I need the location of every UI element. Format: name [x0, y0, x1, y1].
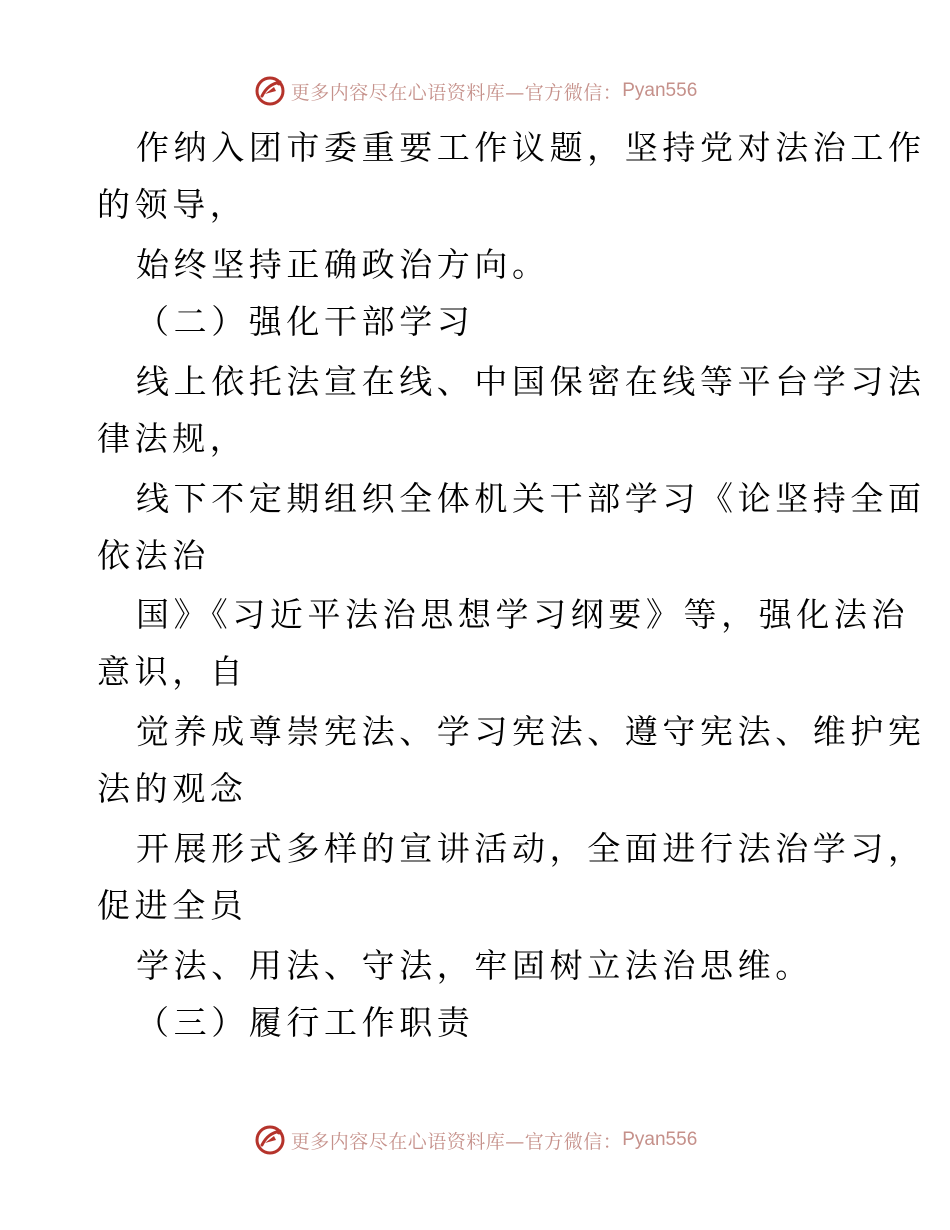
- text-line-15: 学法、用法、守法，牢固树立法治思维。: [136, 946, 813, 985]
- text-line-1: 作纳入团市委重要工作议题，坚持党对法治工作: [136, 128, 926, 167]
- section-heading-2: （二）强化干部学习: [136, 302, 475, 341]
- text-line-13: 开展形式多样的宣讲活动，全面进行法治学习，: [136, 829, 926, 868]
- watermark-wechat-id: Pyan556: [622, 80, 698, 101]
- footer-watermark: [0, 1120, 950, 1160]
- text-line-12: 法的观念: [97, 769, 248, 808]
- section-heading-3: （三）履行工作职责: [136, 1003, 475, 1042]
- text-line-9: 国》《习近平法治思想学习纲要》等，强化法治: [136, 595, 910, 634]
- watermark-text: 更多内容尽在心语资料库—官方微信：: [290, 81, 623, 104]
- text-line-8: 依法治: [97, 536, 210, 575]
- watermark-text: 更多内容尽在心语资料库—官方微信：: [290, 1130, 623, 1153]
- text-line-7: 线下不定期组织全体机关干部学习《论坚持全面: [136, 479, 926, 518]
- text-line-11: 觉养成尊崇宪法、学习宪法、遵守宪法、维护宪: [136, 712, 926, 751]
- text-line-5: 线上依托法宣在线、中国保密在线等平台学习法: [136, 362, 926, 401]
- text-line-3: 始终坚持正确政治方向。: [136, 245, 550, 284]
- red-seal-logo-icon: [253, 1123, 287, 1157]
- text-line-2: 的领导，: [97, 185, 248, 224]
- text-line-14: 促进全员: [97, 886, 248, 925]
- watermark-wechat-id: Pyan556: [622, 1129, 698, 1150]
- text-line-6: 律法规，: [97, 419, 248, 458]
- text-line-10: 意识，自: [97, 652, 248, 691]
